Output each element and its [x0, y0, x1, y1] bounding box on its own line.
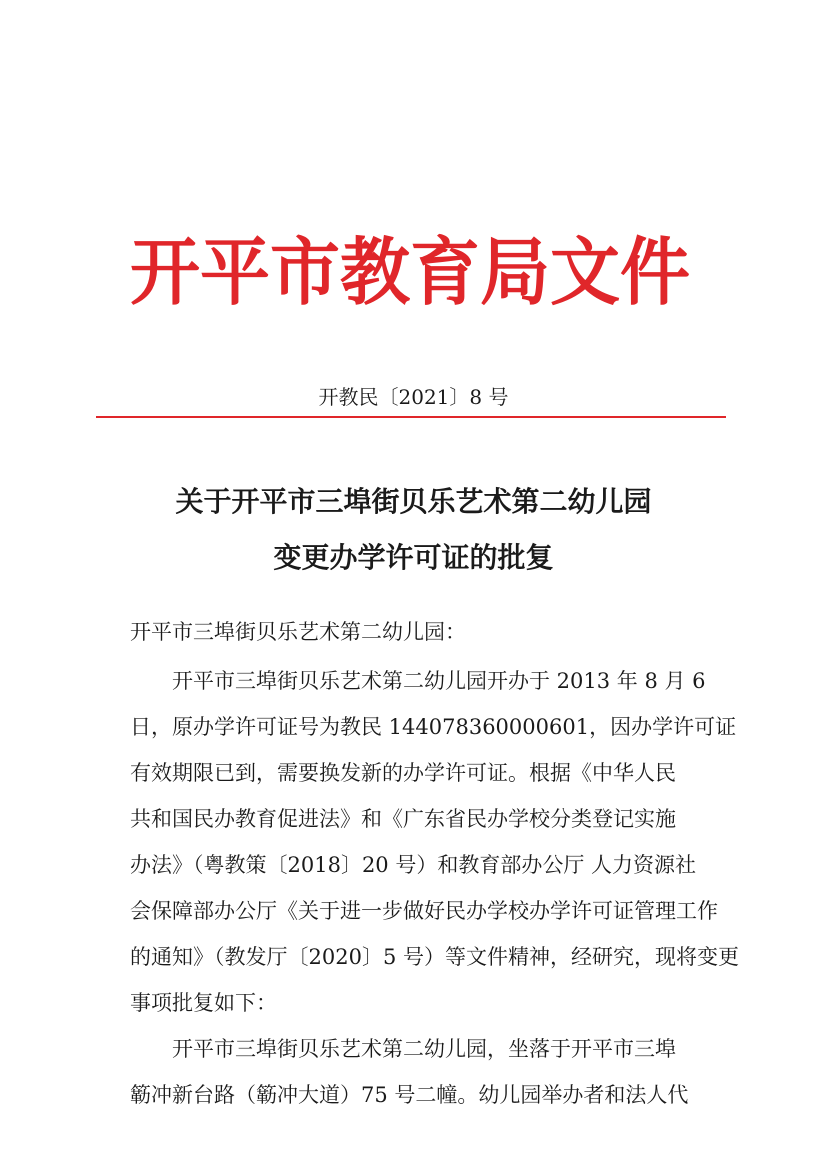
body-line: 事项批复如下： — [130, 991, 277, 1015]
subject-line: 变更办学许可证的批复 — [273, 541, 554, 574]
addressee: 开平市三埠街贝乐艺术第二幼儿园： — [130, 620, 466, 644]
body-line: 开平市三埠街贝乐艺术第二幼儿园，坐落于开平市三埠 — [172, 1037, 676, 1061]
body-line: 共和国民办教育促进法》和《广东省民办学校分类登记实施 — [130, 807, 676, 831]
body-line: 有效期限已到，需要换发新的办学许可证。根据《中华人民 — [130, 761, 676, 785]
issuing-authority-header: 开平市教育局文件 — [130, 228, 690, 316]
subject-line: 关于开平市三埠街贝乐艺术第二幼儿园 — [175, 485, 652, 518]
document-subject — [0, 474, 827, 586]
document-body — [130, 658, 739, 1118]
body-line: 簕冲新台路（簕冲大道）75 号二幢。幼儿园举办者和法人代 — [130, 1083, 689, 1107]
document-number: 开教民〔2021〕8 号 — [318, 385, 509, 409]
body-line: 开平市三埠街贝乐艺术第二幼儿园开办于 2013 年 8 月 6 — [172, 669, 706, 693]
body-line: 日，原办学许可证号为教民 144078360000601，因办学许可证 — [130, 715, 737, 739]
body-line: 的通知》（教发厅〔2020〕5 号）等文件精神，经研究，现将变更 — [130, 945, 739, 969]
body-line: 会保障部办公厅《关于进一步做好民办学校办学许可证管理工作 — [130, 899, 718, 923]
red-divider-line — [96, 416, 726, 418]
body-line: 办法》（粤教策〔2018〕20 号）和教育部办公厅 人力资源社 — [130, 853, 697, 877]
